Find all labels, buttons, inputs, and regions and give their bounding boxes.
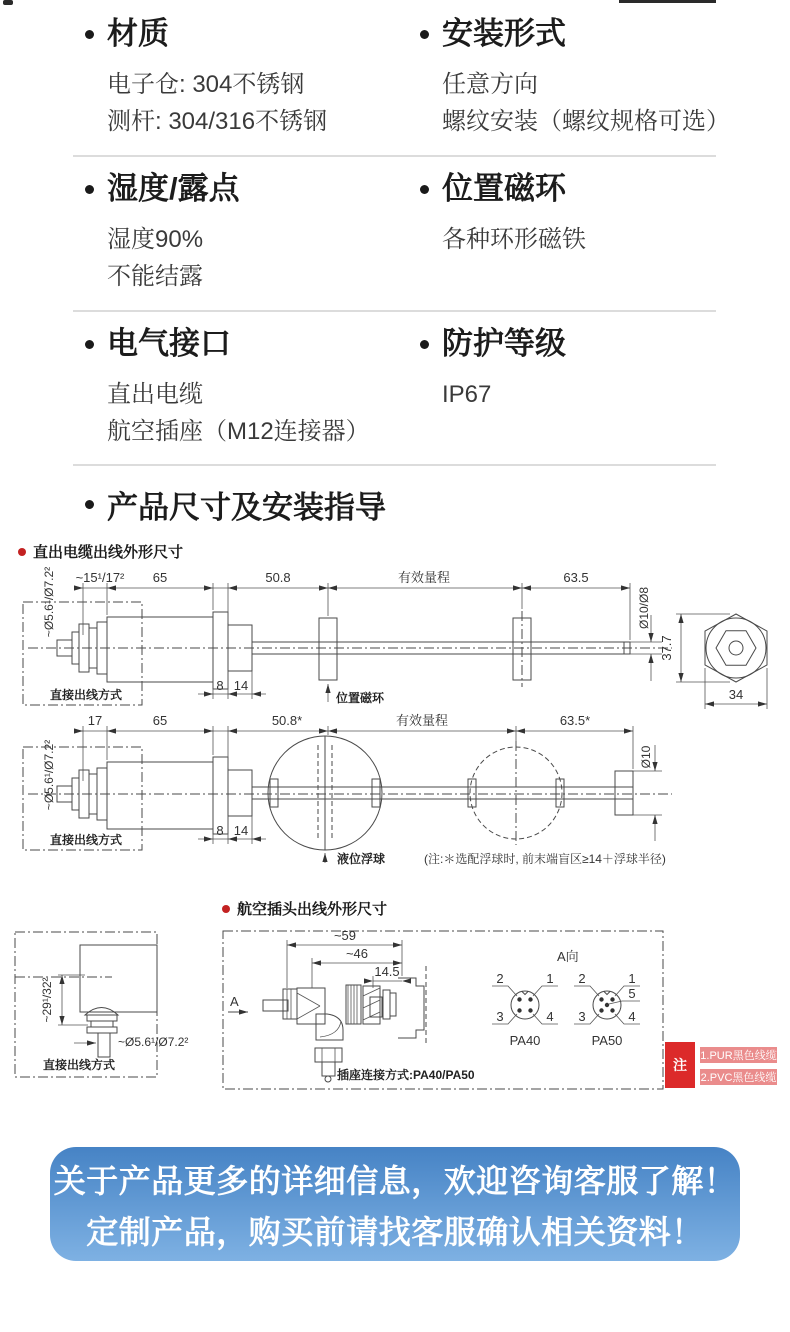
dim-label: 14 <box>233 678 249 693</box>
divider <box>73 155 716 157</box>
dim-label: ~29¹/32² <box>40 977 54 1023</box>
spec-line: 电子仓: 304不锈钢 <box>107 71 305 98</box>
spec-humidity <box>85 155 420 310</box>
drawing1-label: 直出电缆出线外形尺寸 <box>18 541 183 562</box>
dimension-drawing-cable-rod <box>0 563 790 720</box>
dim-label: Ø10 <box>639 745 653 769</box>
spec-title: 安装形式 <box>442 16 566 51</box>
dim-label: 34 <box>728 687 744 702</box>
dim-label: ~Ø5.6¹/Ø7.2² <box>118 1035 189 1049</box>
customer-service-banner <box>50 1147 740 1261</box>
spec-electrical <box>85 310 420 465</box>
spec-line: 直出电缆 <box>107 381 203 408</box>
dim-label: 液位浮球 <box>337 852 386 866</box>
dim-label: A <box>230 994 239 1009</box>
dim-label: 8 <box>216 823 224 838</box>
dim-label: 50.8* <box>271 713 303 728</box>
red-dot-icon <box>222 905 230 913</box>
dim-label: ~15¹/17² <box>75 570 125 585</box>
spec-line: 测杆: 304/316不锈钢 <box>107 108 328 135</box>
dim-label: 直接出线方式 <box>50 833 123 847</box>
spec-line: 螺纹安装（螺纹规格可选） <box>442 108 730 135</box>
pin-label: 3 <box>578 1009 586 1024</box>
bullet-icon <box>85 30 94 39</box>
section-title: 产品尺寸及安装指导 <box>107 490 386 525</box>
pin-label: 1 <box>628 971 636 986</box>
dim-label: 17 <box>87 713 103 728</box>
spec-line: IP67 <box>442 381 492 408</box>
dim-label: 位置磁环 <box>336 691 385 705</box>
pin-label: 3 <box>496 1009 504 1024</box>
banner-line2: 定制产品，购买前请找客服确认相关资料！ <box>86 1213 704 1250</box>
pin-label: 4 <box>546 1009 554 1024</box>
spec-row-material <box>0 0 790 155</box>
dim-label: ~59 <box>333 928 357 943</box>
dim-label: A向 <box>557 949 579 964</box>
dim-label: 插座连接方式:PA40/PA50 <box>337 1068 475 1082</box>
dim-label: 14.5 <box>374 964 400 979</box>
drawing-note: (注:＊选配浮球时, 前末端盲区≥14＋浮球半径) <box>424 852 666 866</box>
dim-label: Ø10/Ø8 <box>637 586 651 630</box>
dim-label: 有效量程 <box>395 713 449 728</box>
bullet-icon <box>420 30 429 39</box>
pin-label: 4 <box>628 1009 636 1024</box>
connector-label: PA40 <box>509 1033 541 1048</box>
red-dot-icon <box>18 548 26 556</box>
dimension-drawing-cable-float <box>0 713 790 868</box>
spec-title: 材质 <box>107 16 169 51</box>
banner-line1: 关于产品更多的详细信息，欢迎咨询客服了解！ <box>53 1162 737 1199</box>
pin-label: 1 <box>546 971 554 986</box>
spec-row-electrical <box>0 310 790 465</box>
spec-mounting <box>420 0 790 155</box>
dim-label: ~Ø5.6¹/Ø7.2² <box>42 739 56 811</box>
spec-protection <box>420 310 790 465</box>
pin-label: 2 <box>496 971 504 986</box>
note-item: 1.PUR黑色线缆 <box>700 1047 777 1063</box>
bullet-icon <box>420 185 429 194</box>
connector-label: PA50 <box>591 1033 623 1048</box>
divider <box>73 464 716 466</box>
dim-label: 14 <box>233 823 249 838</box>
spec-material <box>85 0 420 155</box>
bullet-icon <box>85 185 94 194</box>
note-item: 2.PVC黑色线缆 <box>700 1069 777 1085</box>
dim-label: 65 <box>152 570 168 585</box>
spec-line: 航空插座（M12连接器） <box>107 418 370 445</box>
dim-label: 65 <box>152 713 168 728</box>
dim-label: 63.5* <box>559 713 591 728</box>
dim-label: 有效量程 <box>397 570 451 585</box>
section-title-row <box>0 465 790 527</box>
dim-label: ~Ø5.6¹/Ø7.2² <box>42 566 56 638</box>
dim-label: 直接出线方式 <box>43 1058 116 1072</box>
spec-title: 电气接口 <box>107 326 231 361</box>
dim-label: 直接出线方式 <box>50 688 123 702</box>
spec-line: 不能结露 <box>107 263 203 290</box>
spec-list <box>0 0 790 527</box>
spec-magnet-ring <box>420 155 790 310</box>
note-tag: 注 <box>665 1042 695 1088</box>
spec-line: 各种环形磁铁 <box>442 226 586 253</box>
dim-label: 8 <box>216 678 224 693</box>
spec-line: 湿度90% <box>107 226 204 253</box>
dimension-drawing-direct-exit <box>12 926 197 1088</box>
spec-row-humidity <box>0 155 790 310</box>
pin-label: 5 <box>628 986 636 1001</box>
spec-title: 湿度/露点 <box>107 171 240 206</box>
dim-label: 63.5 <box>563 570 589 585</box>
dim-label: ~46 <box>345 946 369 961</box>
dim-label: 37.7 <box>659 635 674 661</box>
bullet-icon <box>420 340 429 349</box>
pin-label: 2 <box>578 971 586 986</box>
divider <box>73 310 716 312</box>
bullet-icon <box>85 500 94 509</box>
spec-line: 任意方向 <box>442 71 538 98</box>
bullet-icon <box>85 340 94 349</box>
drawing3-label: 航空插头出线外形尺寸 <box>222 898 387 919</box>
spec-title: 位置磁环 <box>442 171 566 206</box>
dimension-drawing-aviation-plug <box>220 926 670 1094</box>
spec-title: 防护等级 <box>442 326 566 361</box>
dim-label: 50.8 <box>265 570 291 585</box>
